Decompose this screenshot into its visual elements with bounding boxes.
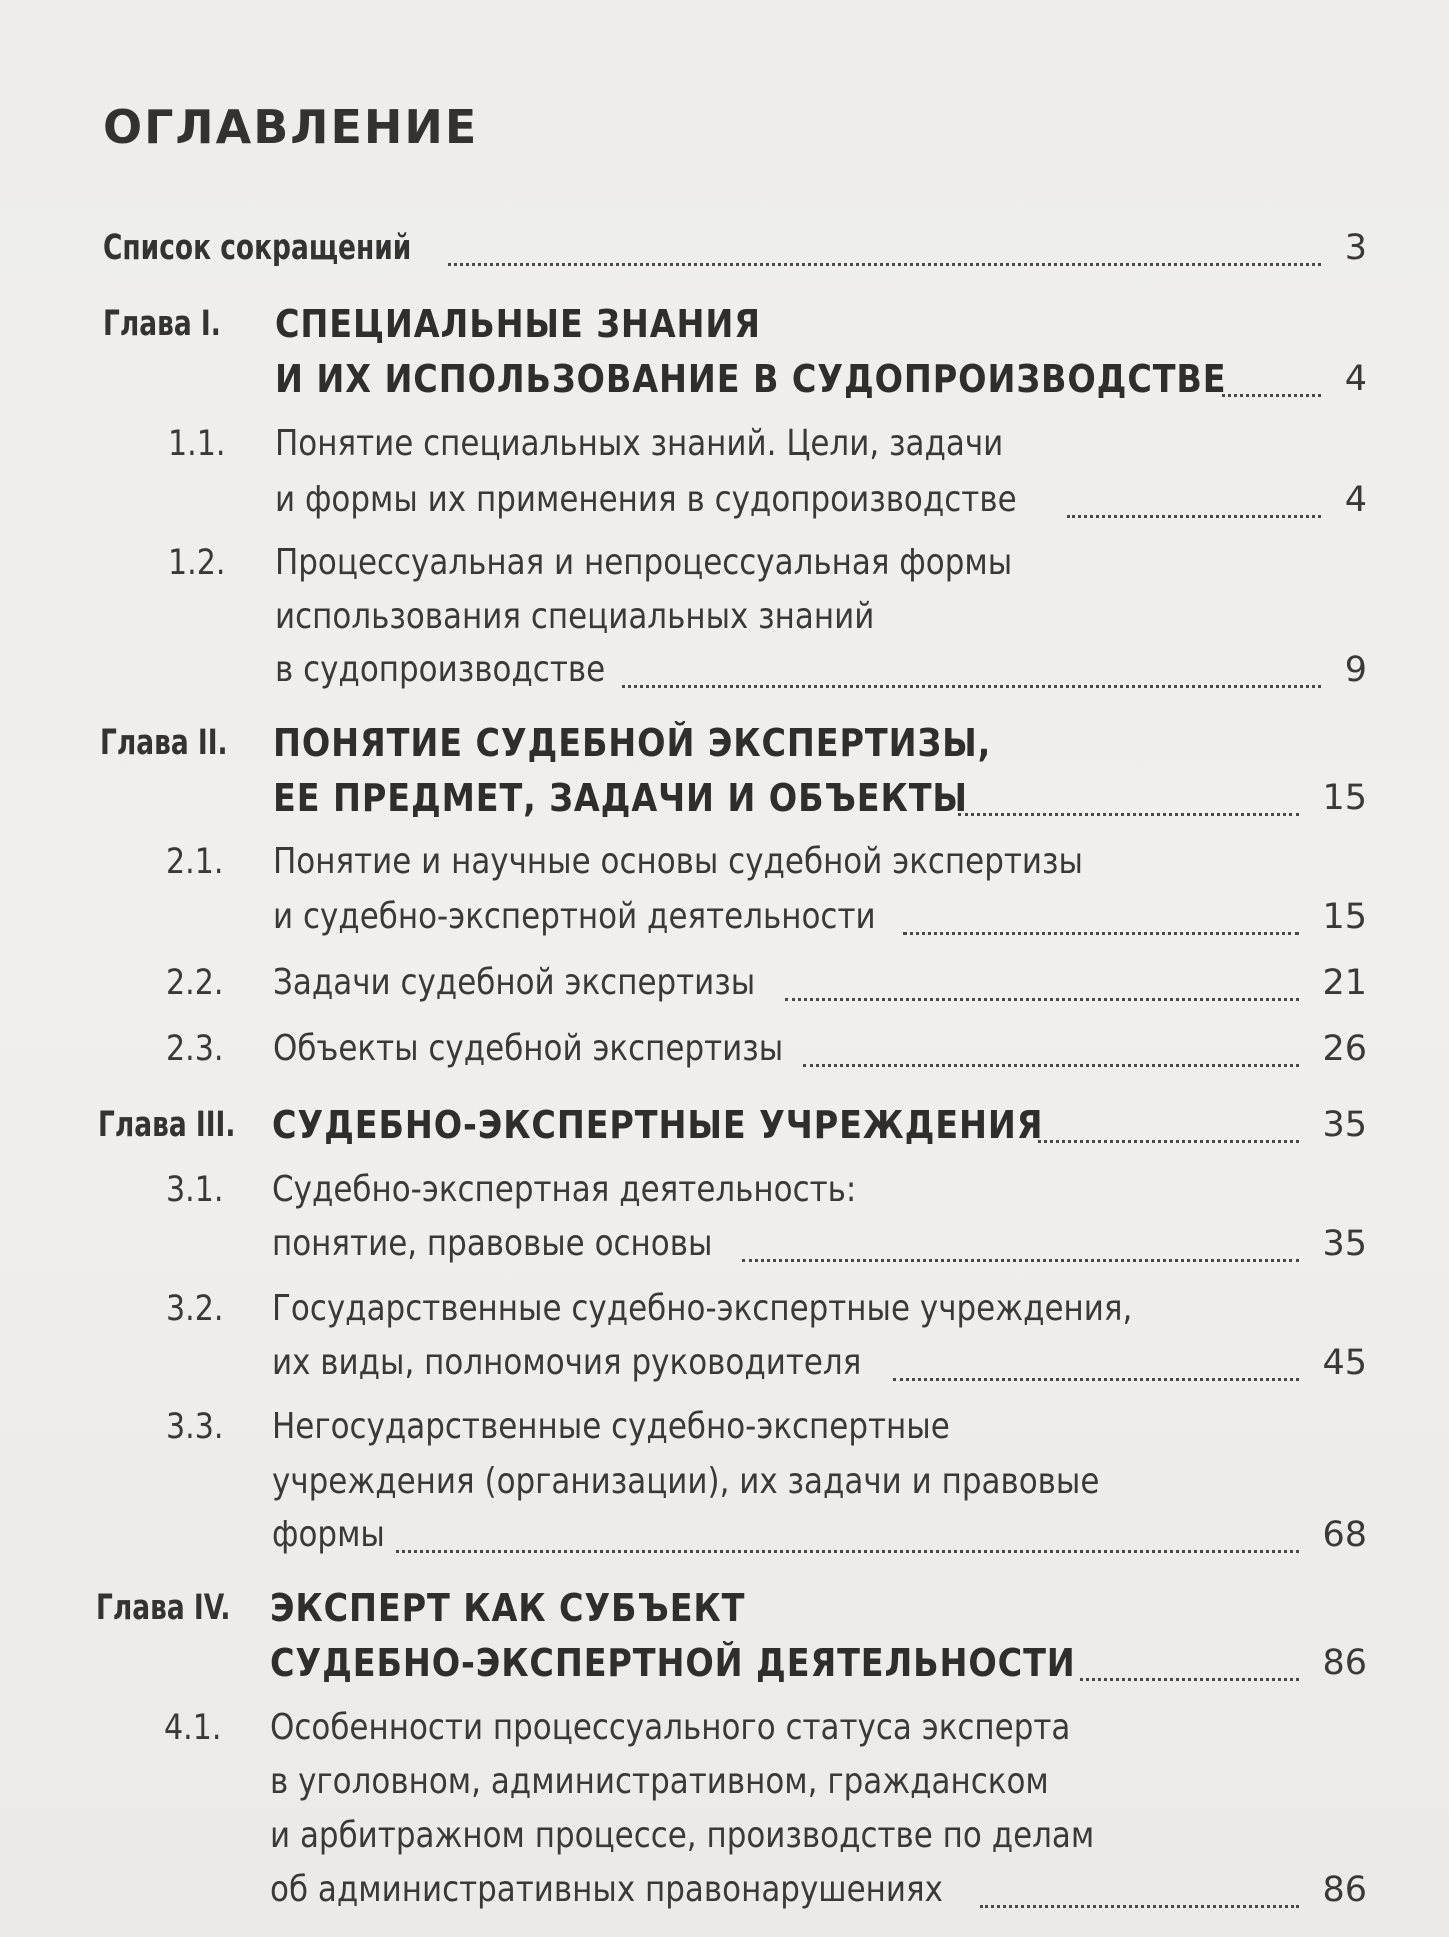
chapter-1-label-row <box>0 296 1449 352</box>
section-4-1-line <box>0 1808 1449 1864</box>
dot-leader <box>803 1058 1299 1067</box>
section-title-line: Объекты судебной экспертизы <box>273 1028 784 1069</box>
section-number: 2.1. <box>166 842 224 882</box>
chapter-label: Глава IV. <box>96 1588 231 1628</box>
chapter-title-line: ПОНЯТИЕ СУДЕБНОЙ ЭКСПЕРТИЗЫ, <box>273 721 992 765</box>
chapter-title-line: ЭКСПЕРТ КАК СУБЪЕКТ <box>270 1586 746 1630</box>
toc-entry-section-3-3[interactable] <box>0 1507 1449 1563</box>
toc-entry-title: Список сокращений <box>103 228 412 268</box>
section-title-line: Государственные судебно-экспертные учреждения, <box>272 1288 1133 1329</box>
section-title-line: Понятие специальных знаний. Цели, задачи <box>275 423 1004 464</box>
section-4-1-line <box>0 1754 1449 1810</box>
section-title-line: учреждения (организации), их задачи и правовые <box>272 1461 1100 1502</box>
dot-leader <box>1080 1672 1299 1681</box>
page-number: 45 <box>1322 1343 1367 1383</box>
section-3-1-line <box>0 1162 1449 1218</box>
dot-leader <box>893 1372 1299 1381</box>
page-number: 35 <box>1322 1224 1367 1264</box>
section-1-2-line <box>0 535 1449 591</box>
section-3-2-line <box>0 1281 1449 1337</box>
chapter-label: Глава III. <box>98 1105 236 1145</box>
toc-entry-section-3-2[interactable] <box>0 1335 1449 1391</box>
chapter-4-label-row <box>0 1580 1449 1636</box>
section-1-2-line <box>0 589 1449 645</box>
dot-leader <box>1038 1134 1299 1143</box>
toc-entry-chapter-1[interactable] <box>0 351 1449 407</box>
section-number: 3.2. <box>166 1289 224 1329</box>
toc-entry-section-2-3[interactable] <box>0 1021 1449 1077</box>
toc-entry-section-4-1[interactable] <box>0 1862 1449 1918</box>
page-number: 15 <box>1322 897 1367 937</box>
section-3-3-line <box>0 1399 1449 1455</box>
section-number: 1.2. <box>168 543 226 583</box>
toc-entry-chapter-3[interactable] <box>0 1097 1449 1153</box>
section-title-line: в судопроизводстве <box>275 649 606 690</box>
page-number: 86 <box>1322 1870 1367 1910</box>
chapter-2-label-row <box>0 715 1449 771</box>
section-4-1-line <box>0 1700 1449 1756</box>
chapter-title-line: СПЕЦИАЛЬНЫЕ ЗНАНИЯ <box>275 302 761 346</box>
section-title-line: Задачи судебной экспертизы <box>273 962 756 1003</box>
dot-leader <box>448 257 1321 266</box>
section-title-line: Негосударственные судебно-экспертные <box>272 1406 950 1447</box>
dot-leader <box>785 992 1299 1001</box>
section-title-line: и арбитражном процессе, производстве по делам <box>270 1815 1095 1856</box>
page-heading: ОГЛАВЛЕНИЕ <box>103 100 479 154</box>
page-number: 86 <box>1322 1643 1367 1683</box>
toc-entry-section-2-2[interactable] <box>0 955 1449 1011</box>
dot-leader <box>622 679 1321 688</box>
page-number: 15 <box>1322 778 1367 818</box>
page-number: 35 <box>1322 1105 1367 1145</box>
section-title-line: и формы их применения в судопроизводстве <box>275 479 1017 520</box>
toc-entry-section-3-1[interactable] <box>0 1216 1449 1272</box>
section-title-line: Особенности процессуального статуса эксперта <box>270 1707 1071 1748</box>
section-title-line: об административных правонарушениях <box>270 1869 943 1910</box>
section-number: 1.1. <box>168 424 226 464</box>
page-number: 3 <box>1344 228 1367 268</box>
section-2-1-line <box>0 834 1449 890</box>
chapter-title-line: СУДЕБНО-ЭКСПЕРТНОЙ ДЕЯТЕЛЬНОСТИ <box>270 1641 1076 1685</box>
toc-entry-chapter-2[interactable] <box>0 770 1449 826</box>
page-number: 9 <box>1344 650 1367 690</box>
page-number: 21 <box>1322 963 1367 1003</box>
page-number: 4 <box>1344 480 1367 520</box>
dot-leader <box>742 1253 1299 1262</box>
section-number: 2.2. <box>166 963 224 1003</box>
section-title-line: их виды, полномочия руководителя <box>272 1342 862 1383</box>
toc-entry-section-1-1[interactable] <box>0 472 1449 528</box>
page-number: 4 <box>1344 359 1367 399</box>
section-title-line: Судебно-экспертная деятельность: <box>272 1169 857 1210</box>
section-title-line: Понятие и научные основы судебной экспертизы <box>273 841 1083 882</box>
chapter-label: Глава II. <box>100 723 228 763</box>
page-number: 26 <box>1322 1029 1367 1069</box>
dot-leader <box>1222 388 1321 397</box>
section-number: 2.3. <box>166 1029 224 1069</box>
dot-leader <box>1067 509 1321 518</box>
section-title-line: в уголовном, административном, гражданском <box>270 1761 1049 1802</box>
section-number: 3.3. <box>166 1407 224 1447</box>
toc-entry-chapter-4[interactable] <box>0 1635 1449 1691</box>
dot-leader <box>958 807 1299 816</box>
chapter-title-line: СУДЕБНО-ЭКСПЕРТНЫЕ УЧРЕЖДЕНИЯ <box>272 1103 1044 1147</box>
section-number: 3.1. <box>166 1170 224 1210</box>
section-number: 4.1. <box>164 1708 222 1748</box>
dot-leader <box>396 1544 1299 1553</box>
section-title-line: и судебно-экспертной деятельности <box>273 896 876 937</box>
section-title-line: формы <box>272 1514 385 1555</box>
section-title-line: использования специальных знаний <box>275 596 875 637</box>
chapter-title-line: И ИХ ИСПОЛЬЗОВАНИЕ В СУДОПРОИЗВОДСТВЕ <box>275 357 1227 401</box>
chapter-title-line: ЕЕ ПРЕДМЕТ, ЗАДАЧИ И ОБЪЕКТЫ <box>273 776 968 820</box>
dot-leader <box>903 926 1299 935</box>
chapter-label: Глава I. <box>103 304 221 344</box>
dot-leader <box>980 1899 1299 1908</box>
toc-entry-section-2-1[interactable] <box>0 889 1449 945</box>
page-number: 68 <box>1322 1515 1367 1555</box>
section-3-3-line <box>0 1454 1449 1510</box>
toc-entry-abbreviations[interactable] <box>0 220 1449 276</box>
toc-entry-section-1-2[interactable] <box>0 642 1449 698</box>
section-title-line: понятие, правовые основы <box>272 1223 713 1264</box>
section-1-1-line <box>0 416 1449 472</box>
section-title-line: Процессуальная и непроцессуальная формы <box>275 542 1013 583</box>
